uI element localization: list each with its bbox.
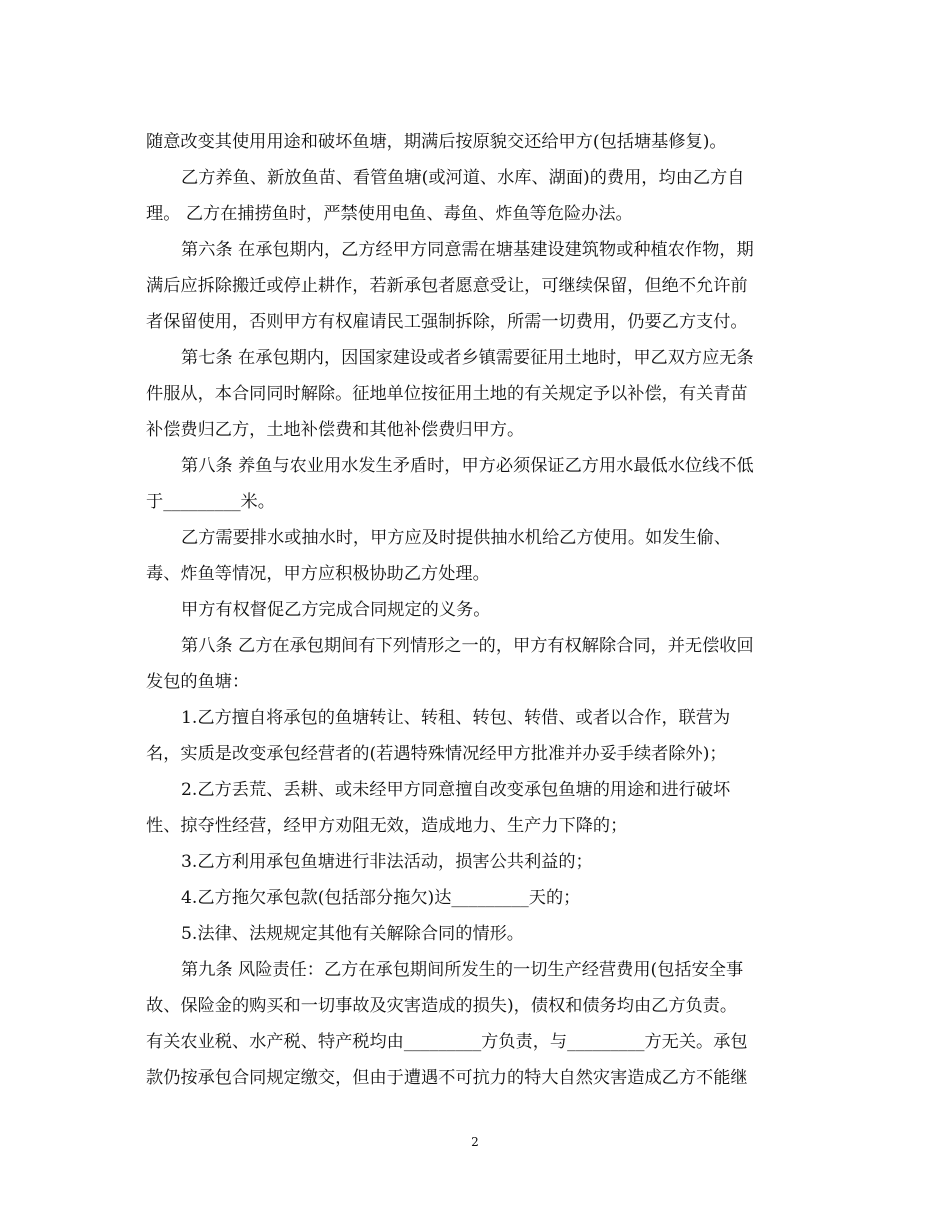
- text-line: 乙方养鱼、新放鱼苗、看管鱼塘(或河道、水库、湖面)的费用，均由乙方自: [181, 168, 745, 188]
- text-line: 随意改变其使用用途和破坏鱼塘，期满后按原貌交还给甲方(包括塘基修复)。: [146, 132, 727, 152]
- text-line: 甲方有权督促乙方完成合同规定的义务。: [181, 600, 491, 620]
- text-line: 补偿费归乙方，土地补偿费和其他补偿费归甲方。: [146, 420, 525, 440]
- page-number: 2: [471, 1135, 479, 1149]
- text-line: 于_________米。: [146, 492, 275, 512]
- text-line: 毒、炸鱼等情况，甲方应积极协助乙方处理。: [146, 564, 490, 584]
- text-line: 第七条 在承包期内，因国家建设或者乡镇需要征用土地时，甲乙双方应无条: [181, 348, 754, 368]
- document-body: [146, 124, 806, 1096]
- text-line: 名，实质是改变承包经营者的(若遇特殊情况经甲方批准并办妥手续者除外)；: [146, 744, 727, 764]
- text-line: 有关农业税、水产税、特产税均由_________方负责，与_________方无关。承包: [146, 1032, 748, 1052]
- text-line: 第八条 养鱼与农业用水发生矛盾时，甲方必须保证乙方用水最低水位线不低: [181, 456, 754, 476]
- text-line: 第六条 在承包期内，乙方经甲方同意需在塘基建设建筑物或种植农作物，期: [181, 240, 754, 260]
- text-line: 故、保险金的购买和一切事故及灾害造成的损失)，债权和债务均由乙方负责。: [146, 996, 738, 1016]
- text-line: 性、掠夺性经营，经甲方劝阻无效，造成地力、生产力下降的；: [146, 816, 628, 836]
- text-line: 4.乙方拖欠承包款(包括部分拖欠)达_________天的；: [181, 888, 581, 908]
- text-line: 款仍按承包合同规定缴交，但由于遭遇不可抗力的特大自然灾害造成乙方不能继: [146, 1068, 748, 1088]
- text-line: 发包的鱼塘：: [146, 672, 250, 692]
- text-line: 3.乙方利用承包鱼塘进行非法活动，损害公共利益的；: [181, 852, 593, 872]
- text-line: 件服从，本合同同时解除。征地单位按征用土地的有关规定予以补偿，有关青苗: [146, 384, 748, 404]
- text-line: 1.乙方擅自将承包的鱼塘转让、转租、转包、转借、或者以合作，联营为: [181, 708, 731, 728]
- text-line: 满后应拆除搬迁或停止耕作，若新承包者愿意受让，可继续保留，但绝不允许前: [146, 276, 748, 296]
- text-line: 第九条 风险责任：乙方在承包期间所发生的一切生产经营费用(包括安全事: [181, 960, 744, 980]
- text-line: 第八条 乙方在承包期间有下列情形之一的，甲方有权解除合同，并无偿收回: [181, 636, 754, 656]
- text-line: 者保留使用，否则甲方有权雇请民工强制拆除，所需一切费用，仍要乙方支付。: [146, 312, 748, 332]
- text-line: 乙方需要排水或抽水时，甲方应及时提供抽水机给乙方使用。如发生偷、: [181, 528, 732, 548]
- text-line: 理。 乙方在捕捞鱼时，严禁使用电鱼、毒鱼、炸鱼等危险办法。: [146, 204, 633, 224]
- text-line: 2.乙方丢荒、丢耕、或未经甲方同意擅自改变承包鱼塘的用途和进行破坏: [181, 780, 731, 800]
- text-line: 5.法律、法规规定其他有关解除合同的情形。: [181, 924, 524, 944]
